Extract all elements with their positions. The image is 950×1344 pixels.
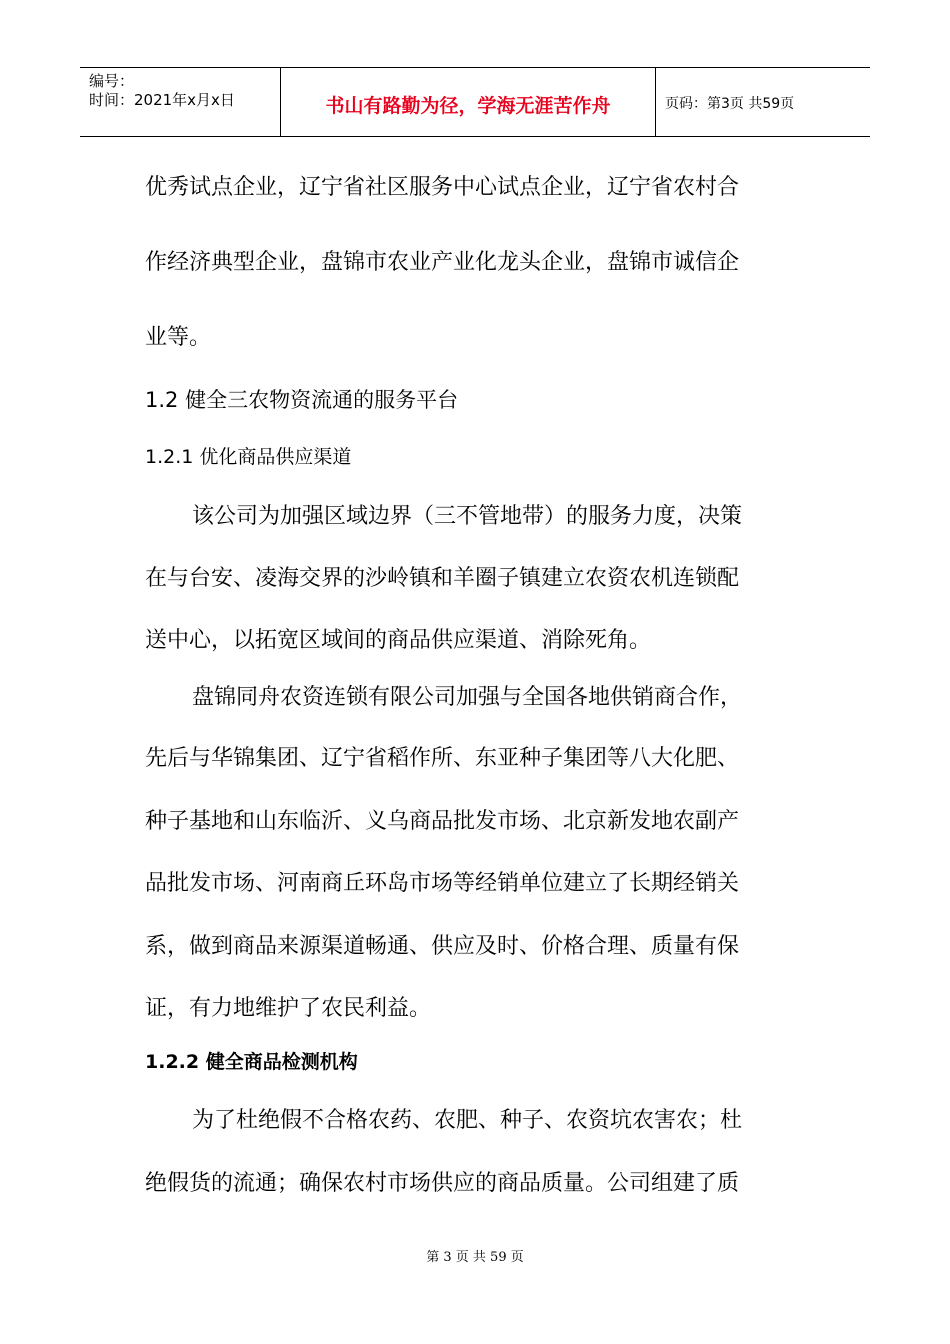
body-line: 先后与华锦集团、辽宁省稻作所、东亚种子集团等八大化肥、	[145, 746, 740, 771]
body-line: 盘锦同舟农资连锁有限公司加强与全国各地供销商合作，	[192, 685, 743, 710]
subsection-heading: 1.2.2 健全商品检测机构	[145, 1051, 358, 1073]
header-page-info: 页码：第3页 共59页	[665, 96, 795, 112]
document-number-label: 编号：	[89, 72, 135, 90]
page-header	[80, 67, 870, 137]
body-line: 在与台安、凌海交界的沙岭镇和羊圈子镇建立农资农机连锁配	[145, 566, 740, 591]
subsection-heading: 1.2.1 优化商品供应渠道	[145, 446, 352, 468]
body-line: 优秀试点企业，辽宁省社区服务中心试点企业，辽宁省农村合	[145, 175, 740, 200]
body-line: 品批发市场、河南商丘环岛市场等经销单位建立了长期经销关	[145, 871, 740, 896]
body-line: 该公司为加强区域边界（三不管地带）的服务力度，决策	[192, 504, 743, 529]
body-line: 绝假货的流通；确保农村市场供应的商品质量。公司组建了质	[145, 1171, 740, 1196]
body-line: 为了杜绝假不合格农药、农肥、种子、农资坑农害农；杜	[192, 1108, 743, 1133]
body-line: 证，有力地维护了农民利益。	[145, 996, 432, 1021]
header-page-cell	[655, 68, 870, 136]
body-line: 种子基地和山东临沂、义乌商品批发市场、北京新发地农副产	[145, 809, 740, 834]
header-motto-cell	[280, 68, 656, 136]
document-time-label: 时间：2021年x月x日	[89, 91, 235, 109]
section-heading: 1.2 健全三农物资流通的服务平台	[145, 388, 459, 412]
body-line: 业等。	[145, 325, 212, 350]
body-line: 送中心，以拓宽区域间的商品供应渠道、消除死角。	[145, 628, 652, 653]
header-motto: 书山有路勤为径，学海无涯苦作舟	[325, 95, 611, 117]
body-line: 系，做到商品来源渠道畅通、供应及时、价格合理、质量有保	[145, 934, 740, 959]
header-meta-cell	[80, 68, 280, 136]
body-line: 作经济典型企业，盘锦市农业产业化龙头企业，盘锦市诚信企	[145, 250, 740, 275]
page-footer: 第 3 页 共 59 页	[426, 1250, 524, 1265]
